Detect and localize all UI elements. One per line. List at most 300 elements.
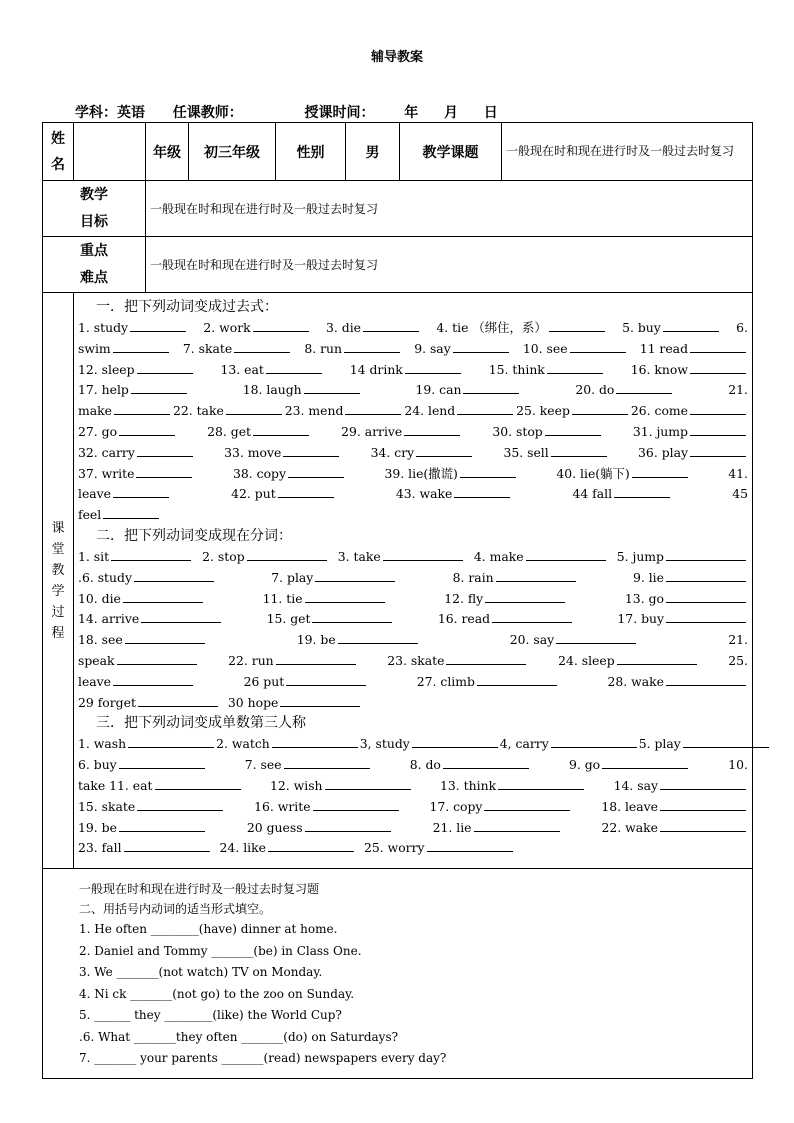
answer-blank[interactable] <box>690 422 746 436</box>
exercise-verb: 39. lie(撒谎) <box>384 465 458 481</box>
exercise-line <box>78 818 748 839</box>
exercise-verb: 13. go <box>624 590 664 606</box>
exercise-item <box>410 755 531 776</box>
answer-blank[interactable] <box>492 609 572 623</box>
exercise-verb: 29 forget <box>78 694 136 710</box>
answer-blank[interactable] <box>113 339 169 353</box>
exercise-item <box>638 443 748 464</box>
exercise-verb: 2. stop <box>202 548 245 564</box>
answer-blank[interactable] <box>570 339 626 353</box>
exercise-verb: 9. go <box>568 757 601 773</box>
answer-blank[interactable] <box>253 422 309 436</box>
exercise-verb: .6. study <box>78 569 132 585</box>
exercise-item <box>78 380 189 401</box>
answer-blank[interactable] <box>276 651 356 665</box>
exercise-item <box>207 422 311 443</box>
gender-label: 性别 <box>276 123 346 181</box>
exercise-line <box>78 401 748 422</box>
answer-blank[interactable] <box>137 797 223 811</box>
exercise-item <box>404 401 515 422</box>
review-question: .6. What _______they often _______(do) on Saturdays? <box>79 1029 399 1044</box>
answer-blank[interactable] <box>119 755 205 769</box>
answer-blank[interactable] <box>477 672 557 686</box>
exercise-verb: 1. study <box>78 320 129 335</box>
exercise-item <box>523 339 628 360</box>
review-question: 7. _______ your parents _______(read) newspapers every day? <box>79 1051 447 1065</box>
goal-label: 教学 目标 <box>43 181 146 237</box>
exercise-verb: 41. <box>728 465 748 481</box>
answer-blank[interactable] <box>454 484 510 498</box>
focus-label: 重点 难点 <box>43 237 146 293</box>
answer-blank[interactable] <box>660 797 746 811</box>
section2-exercises <box>78 547 748 713</box>
answer-blank[interactable] <box>404 422 460 436</box>
exercise-verb: 35. sell <box>503 444 549 460</box>
answer-blank[interactable] <box>325 776 411 790</box>
exercise-item <box>633 422 748 443</box>
exercise-item <box>245 755 372 776</box>
exercise-item <box>216 734 360 755</box>
section1-heading: 一．把下列动词变成过去式： <box>96 299 278 315</box>
exercise-verb: 12. fly <box>444 590 484 606</box>
process-content <box>74 293 753 869</box>
exercise-item <box>78 609 223 630</box>
exercise-item <box>254 797 400 818</box>
exercise-item <box>224 443 341 464</box>
exercise-item <box>640 339 748 360</box>
exercise-verb: 4. tie （绑住，系） <box>436 320 547 335</box>
exercise-verb: 17. help <box>78 382 129 398</box>
answer-blank[interactable] <box>131 380 187 394</box>
exercise-verb: 16. write <box>254 798 311 814</box>
exercise-verb: 28. wake <box>607 673 664 689</box>
exercise-item <box>503 443 608 464</box>
exercise-verb: 3. die <box>326 320 362 335</box>
answer-blank[interactable] <box>136 464 192 478</box>
time-label: 授课时间： <box>304 105 375 121</box>
exercise-item <box>474 547 608 568</box>
exercise-verb: 45 <box>732 486 748 502</box>
exercise-line <box>78 360 748 381</box>
answer-blank[interactable] <box>474 818 560 832</box>
exercise-verb: 19. be <box>78 819 117 835</box>
answer-blank[interactable] <box>134 568 214 582</box>
exercise-verb: 21. <box>728 382 748 398</box>
exercise-item <box>414 339 511 360</box>
answer-blank[interactable] <box>660 818 746 832</box>
exercise-verb: 4. make <box>473 548 524 564</box>
process-label: 课 堂 教 学 过 程 <box>43 293 74 869</box>
answer-blank[interactable] <box>663 318 719 332</box>
answer-blank[interactable] <box>315 568 395 582</box>
answer-blank[interactable] <box>283 443 339 457</box>
exercise-verb: 25. keep <box>516 403 570 419</box>
answer-blank[interactable] <box>443 755 529 769</box>
answer-blank[interactable] <box>616 380 672 394</box>
answer-blank[interactable] <box>234 339 290 353</box>
exercise-item <box>633 568 748 589</box>
exercise-verb: 20 guess <box>246 819 303 835</box>
exercise-verb: 19. can <box>415 382 462 398</box>
review-title: 一般现在时和现在进行时及一般过去时复习题 <box>79 882 320 896</box>
answer-blank[interactable] <box>280 693 360 707</box>
exercise-verb: 15. think <box>488 361 545 377</box>
exercise-item <box>78 589 205 610</box>
answer-blank[interactable] <box>113 672 193 686</box>
exercise-item <box>271 568 397 589</box>
exercise-item <box>489 360 605 381</box>
answer-blank[interactable] <box>617 651 697 665</box>
answer-blank[interactable] <box>363 318 419 332</box>
exercise-verb: feel <box>78 507 102 523</box>
answer-blank[interactable] <box>666 547 746 561</box>
month-label: 月 <box>444 105 458 121</box>
exercise-item <box>78 484 171 505</box>
exercise-verb: 5. jump <box>616 548 664 564</box>
answer-blank[interactable] <box>137 360 193 374</box>
exercise-line <box>78 672 748 693</box>
exercise-item <box>78 651 199 672</box>
answer-blank[interactable] <box>460 464 516 478</box>
answer-blank[interactable] <box>412 734 498 748</box>
exercise-item <box>510 630 638 651</box>
exercise-verb: 1. sit <box>78 548 110 564</box>
exercise-item <box>338 547 465 568</box>
exercise-line <box>78 464 748 485</box>
exercise-item <box>78 797 225 818</box>
answer-blank[interactable] <box>484 797 570 811</box>
section2-heading: 二．把下列动词变成现在分词： <box>96 527 292 544</box>
name-label: 姓 名 <box>43 123 74 181</box>
answer-blank[interactable] <box>453 339 509 353</box>
exercise-item <box>417 672 559 693</box>
exercise-verb: 33. move <box>224 444 282 460</box>
lesson-plan-table <box>42 122 753 1079</box>
exercise-item <box>341 422 462 443</box>
exercise-item <box>231 484 336 505</box>
lesson-meta <box>75 102 498 122</box>
exercise-verb: 27. go <box>78 423 118 439</box>
answer-blank[interactable] <box>660 776 746 790</box>
exercise-verb: 2. work <box>203 320 251 335</box>
review-row <box>43 869 753 1079</box>
answer-blank[interactable] <box>416 443 472 457</box>
review-question: 3. We _______(not watch) TV on Monday. <box>79 965 323 979</box>
answer-blank[interactable] <box>463 380 519 394</box>
answer-blank[interactable] <box>572 401 628 415</box>
topic-value: 一般现在时和现在进行时及一般过去时复习 <box>502 123 753 181</box>
answer-blank[interactable] <box>313 797 399 811</box>
answer-blank[interactable] <box>556 630 636 644</box>
exercise-item <box>385 464 518 485</box>
exercise-line <box>78 734 748 755</box>
exercise-verb: 28. get <box>207 423 252 439</box>
exercise-item <box>78 547 193 568</box>
exercise-item <box>220 838 356 859</box>
answer-blank[interactable] <box>545 422 601 436</box>
exercise-verb: 36. play <box>638 444 688 460</box>
exercise-verb: leave <box>78 486 112 502</box>
answer-blank[interactable] <box>128 734 214 748</box>
exercise-line <box>78 651 748 672</box>
exercise-line <box>78 589 748 610</box>
answer-blank[interactable] <box>345 401 401 415</box>
exercise-item <box>78 755 207 776</box>
answer-blank[interactable] <box>312 609 392 623</box>
exercise-verb: 3. take <box>337 548 381 564</box>
answer-blank[interactable] <box>496 568 576 582</box>
exercise-item <box>244 672 369 693</box>
exercise-verb: 14. arrive <box>78 611 140 627</box>
answer-blank[interactable] <box>138 693 218 707</box>
answer-blank[interactable] <box>247 547 327 561</box>
focus-row <box>43 237 753 293</box>
exercise-verb: 14 drink <box>349 361 403 377</box>
exercise-verb: 23. mend <box>284 403 344 419</box>
answer-blank[interactable] <box>683 734 769 748</box>
exercise-item <box>78 443 195 464</box>
exercise-verb: 8. rain <box>452 569 494 585</box>
answer-blank[interactable] <box>405 360 461 374</box>
answer-blank[interactable] <box>666 589 746 603</box>
exercise-item <box>608 672 748 693</box>
exercise-item <box>429 797 572 818</box>
answer-blank[interactable] <box>288 464 344 478</box>
answer-blank[interactable] <box>305 589 385 603</box>
exercise-line <box>78 797 748 818</box>
exercise-item <box>233 464 346 485</box>
exercise-item <box>78 318 188 339</box>
review-question: 4. Ni ck _______(not go) to the zoo on Sunday. <box>79 986 355 1001</box>
answer-blank[interactable] <box>278 484 334 498</box>
answer-blank[interactable] <box>284 755 370 769</box>
answer-blank[interactable] <box>526 547 606 561</box>
exercise-item <box>438 609 574 630</box>
answer-blank[interactable] <box>338 630 418 644</box>
exercise-verb: 17. buy <box>617 611 664 627</box>
exercise-verb: 12. sleep <box>78 361 135 377</box>
exercise-line <box>78 547 748 568</box>
exercise-verb: 12. wish <box>269 777 323 793</box>
exercise-item <box>569 755 690 776</box>
exercise-line <box>78 693 748 714</box>
answer-blank[interactable] <box>666 672 746 686</box>
answer-blank[interactable] <box>114 401 170 415</box>
exercise-verb: speak <box>78 652 115 668</box>
exercise-verb: 8. do <box>409 757 441 773</box>
review-questions <box>79 919 752 1070</box>
exercise-verb: 14. say <box>613 777 658 793</box>
answer-blank[interactable] <box>498 776 584 790</box>
exercise-item <box>558 651 699 672</box>
exercise-item <box>326 318 421 339</box>
goal-text: 一般现在时和现在进行时及一般过去时复习 <box>146 181 753 237</box>
answer-blank[interactable] <box>141 609 221 623</box>
answer-blank[interactable] <box>690 401 746 415</box>
exercise-verb: 24. like <box>219 840 266 856</box>
exercise-item <box>78 630 207 651</box>
exercise-verb: 22. wake <box>601 819 658 835</box>
answer-blank[interactable] <box>103 505 159 519</box>
exercise-item <box>78 339 171 360</box>
exercise-verb: take 11. eat <box>78 777 153 793</box>
exercise-verb: 19. be <box>296 632 336 648</box>
answer-blank[interactable] <box>344 339 400 353</box>
exercise-item <box>371 443 475 464</box>
exercise-verb: 26 put <box>243 673 285 689</box>
exercise-item <box>285 401 404 422</box>
answer-blank[interactable] <box>268 838 354 852</box>
answer-blank[interactable] <box>690 339 746 353</box>
exercise-verb: 24. sleep <box>558 652 615 668</box>
exercise-verb: 43. wake <box>395 486 453 502</box>
exercise-verb: 20. do <box>575 382 615 398</box>
exercise-verb: 7. play <box>271 569 314 585</box>
exercise-item <box>78 360 195 381</box>
day-label: 日 <box>483 105 498 121</box>
exercise-item <box>297 630 420 651</box>
exercise-verb: 32. carry <box>78 444 135 460</box>
exercise-item <box>247 818 393 839</box>
answer-blank[interactable] <box>124 838 210 852</box>
answer-blank[interactable] <box>111 547 191 561</box>
grade-label: 年级 <box>146 123 189 181</box>
exercise-item <box>78 693 220 714</box>
answer-blank[interactable] <box>666 568 746 582</box>
exercise-verb: 25. <box>728 652 748 668</box>
answer-blank[interactable] <box>614 484 670 498</box>
answer-blank[interactable] <box>266 360 322 374</box>
exercise-item <box>263 589 387 610</box>
exercise-verb: 18. leave <box>601 798 658 814</box>
exercise-verb: 18. laugh <box>242 382 302 398</box>
exercise-verb: 9. say <box>414 340 451 356</box>
exercise-verb: 3, study <box>359 736 410 752</box>
exercise-item <box>78 422 177 443</box>
answer-blank[interactable] <box>446 651 526 665</box>
exercise-item <box>728 630 748 651</box>
answer-blank[interactable] <box>304 380 360 394</box>
exercise-verb: 21. lie <box>432 819 472 835</box>
answer-blank[interactable] <box>485 589 565 603</box>
answer-blank[interactable] <box>117 651 197 665</box>
answer-blank[interactable] <box>551 734 637 748</box>
exercise-verb: 2. watch <box>216 736 270 752</box>
exercise-verb: 15. skate <box>78 798 136 814</box>
answer-blank[interactable] <box>666 609 746 623</box>
exercise-line <box>78 630 748 651</box>
exercise-verb: 11 read <box>639 340 688 356</box>
exercise-line <box>78 318 748 339</box>
answer-blank[interactable] <box>123 589 203 603</box>
review-question: 5. ______ they ________(like) the World Cup? <box>79 1008 342 1022</box>
exercise-item <box>732 484 748 505</box>
exercise-item <box>202 547 329 568</box>
exercise-verb: 5. buy <box>622 320 661 335</box>
exercise-item <box>78 672 195 693</box>
answer-blank[interactable] <box>427 838 513 852</box>
exercise-verb: 6. <box>736 320 748 335</box>
exercise-item <box>243 380 362 401</box>
answer-blank[interactable] <box>457 401 513 415</box>
header-row <box>43 123 753 181</box>
answer-blank[interactable] <box>383 547 463 561</box>
section3-heading: 三．把下列动词变成单数第三人称 <box>96 715 306 732</box>
exercise-verb: 26. come <box>630 403 688 419</box>
exercise-item <box>221 360 324 381</box>
exercise-item <box>444 589 567 610</box>
answer-blank[interactable] <box>119 422 175 436</box>
answer-blank[interactable] <box>547 360 603 374</box>
exercise-verb: 21. <box>728 632 748 648</box>
exercise-item <box>78 734 216 755</box>
exercise-item <box>228 651 358 672</box>
answer-blank[interactable] <box>137 443 193 457</box>
exercise-item <box>78 401 172 422</box>
exercise-item <box>617 609 748 630</box>
answer-blank[interactable] <box>632 464 688 478</box>
answer-blank[interactable] <box>602 755 688 769</box>
exercise-verb: 22. run <box>228 652 274 668</box>
answer-blank[interactable] <box>286 672 366 686</box>
answer-blank[interactable] <box>272 734 358 748</box>
answer-blank[interactable] <box>125 630 205 644</box>
exercise-item <box>639 734 771 755</box>
grade-value: 初三年级 <box>189 123 276 181</box>
exercise-item <box>173 401 284 422</box>
exercise-item <box>453 568 578 589</box>
answer-blank[interactable] <box>130 318 186 332</box>
exercise-item <box>602 818 748 839</box>
exercise-item <box>575 380 674 401</box>
exercise-verb: 6. buy <box>78 757 117 773</box>
exercise-verb: 13. eat <box>220 361 264 377</box>
exercise-line <box>78 838 748 859</box>
exercise-item <box>728 380 748 401</box>
exercise-item <box>78 838 212 859</box>
exercise-line <box>78 443 748 464</box>
answer-blank[interactable] <box>305 818 391 832</box>
exercise-line <box>78 422 748 443</box>
answer-blank[interactable] <box>690 360 746 374</box>
exercise-verb: 27. climb <box>416 673 475 689</box>
answer-blank[interactable] <box>690 443 746 457</box>
exercise-verb: 5. play <box>638 736 681 752</box>
answer-blank[interactable] <box>113 484 169 498</box>
exercise-item <box>556 464 689 485</box>
exercise-item <box>601 797 748 818</box>
answer-blank[interactable] <box>551 443 607 457</box>
exercise-verb: 4, carry <box>499 736 549 752</box>
exercise-item <box>350 360 463 381</box>
exercise-line <box>78 505 748 526</box>
exercise-line <box>78 776 748 797</box>
exercise-line <box>78 339 748 360</box>
topic-label: 教学课题 <box>400 123 502 181</box>
exercise-verb: 16. read <box>437 611 491 627</box>
answer-blank[interactable] <box>253 318 309 332</box>
answer-blank[interactable] <box>155 776 241 790</box>
review-subtitle: 二、用括号内动词的适当形式填空。 <box>79 902 272 916</box>
review-content <box>43 869 753 1079</box>
exercise-item <box>614 776 748 797</box>
exercise-item <box>267 609 395 630</box>
exercise-item <box>396 484 512 505</box>
answer-blank[interactable] <box>549 318 605 332</box>
answer-blank[interactable] <box>226 401 282 415</box>
answer-blank[interactable] <box>119 818 205 832</box>
exercise-verb: 25. worry <box>363 840 425 856</box>
